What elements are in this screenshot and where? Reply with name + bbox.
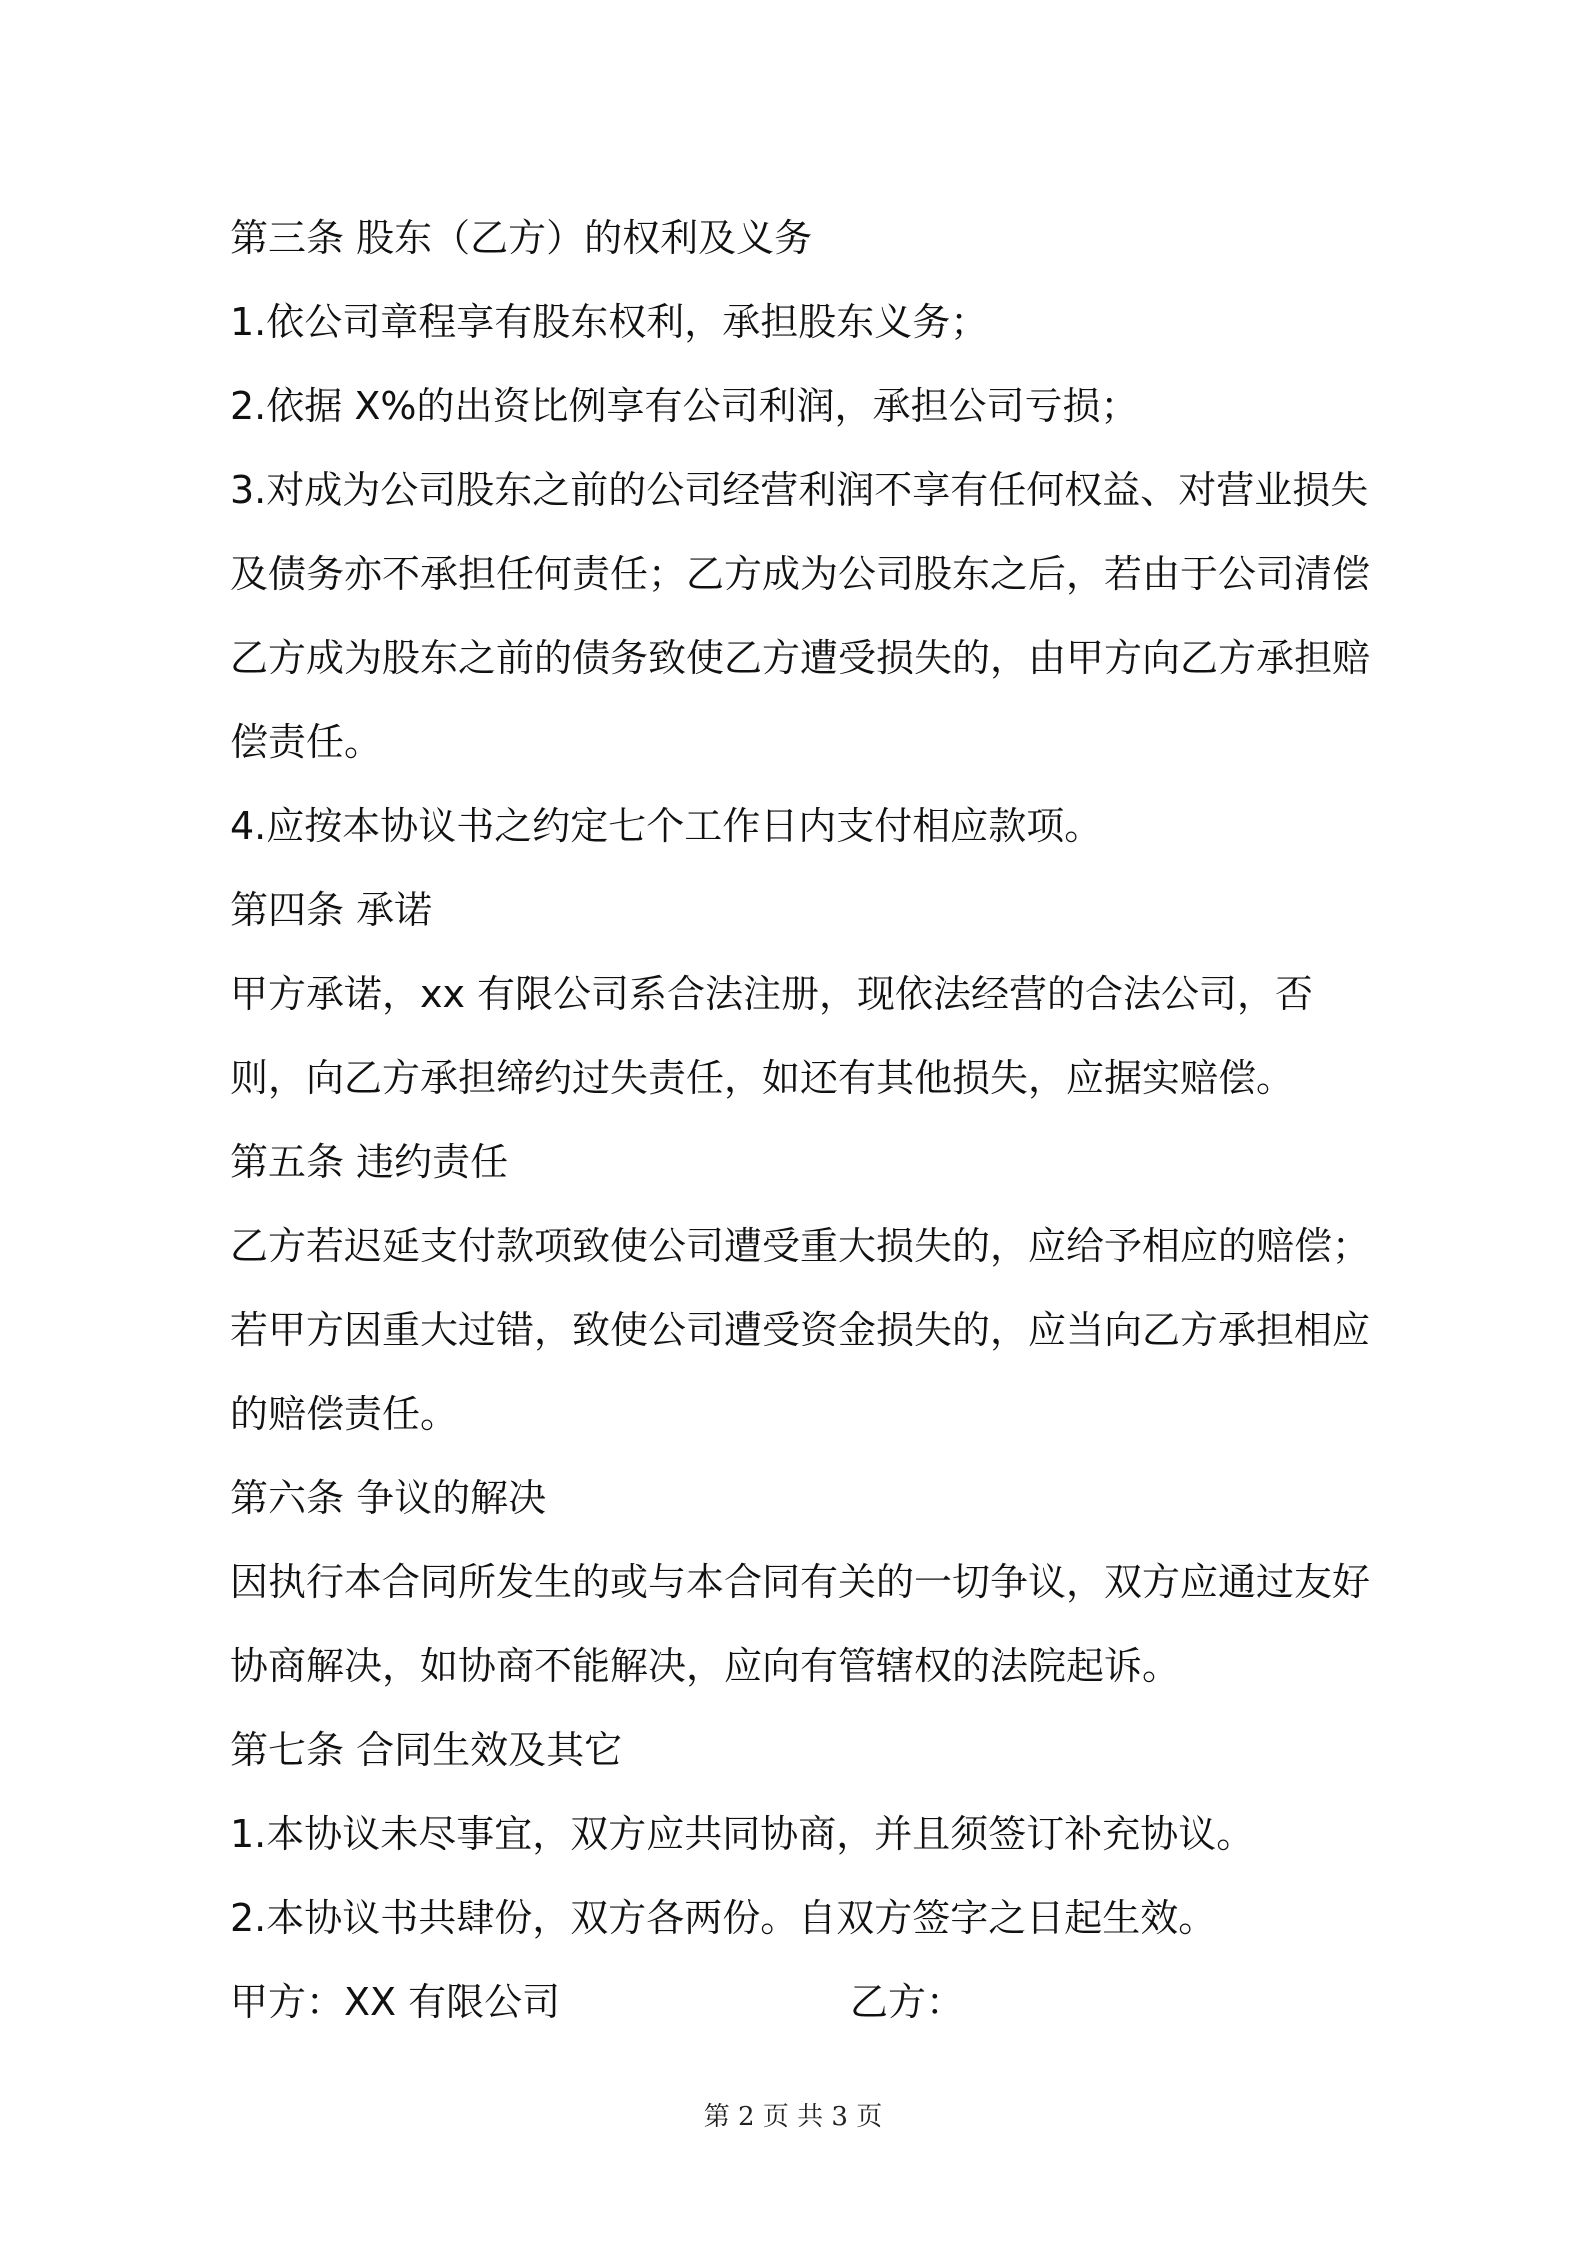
article-3-item-2: 2.依据 X%的出资比例享有公司利润，承担公司亏损； — [230, 384, 1139, 428]
article-3-heading: 第三条 股东（乙方）的权利及义务 — [230, 216, 813, 260]
article-4-text: 甲方承诺，xx 有限公司系合法注册，现依法经营的合法公司，否则，向乙方承担缔约过失责任，如还有其他损失，应据实赔偿。 — [230, 972, 1314, 1100]
article-4-heading: 第四条 承诺 — [230, 888, 433, 932]
article-3-item-1: 1.依公司章程享有股东权利，承担股东义务； — [230, 300, 989, 344]
party-a-signature: 甲方：XX 有限公司 — [230, 1980, 561, 2024]
article-3-item-3: 3.对成为公司股东之前的公司经营利润不享有任何权益、对营业损失及债务亦不承担任何责任；乙方成为公司股东之后，若由于公司清偿乙方成为股东之前的债务致使乙方遭受损失的，由甲方向乙方承担赔偿责任。 — [230, 468, 1371, 764]
signature-line — [230, 1960, 1370, 2044]
document-body — [230, 196, 1370, 2044]
article-5-text: 乙方若迟延支付款项致使公司遭受重大损失的，应给予相应的赔偿；若甲方因重大过错，致使公司遭受资金损失的，应当向乙方承担相应的赔偿责任。 — [230, 1224, 1371, 1436]
article-7-item-1: 1.本协议未尽事宜，双方应共同协商，并且须签订补充协议。 — [230, 1812, 1255, 1856]
article-6-text: 因执行本合同所发生的或与本合同有关的一切争议，双方应通过友好协商解决，如协商不能解决，应向有管辖权的法院起诉。 — [230, 1560, 1371, 1688]
page-number: 第 2 页 共 3 页 — [703, 2102, 883, 2132]
article-7-item-2: 2.本协议书共肆份，双方各两份。自双方签字之日起生效。 — [230, 1896, 1217, 1940]
party-b-signature: 乙方： — [850, 1980, 965, 2024]
article-6-heading: 第六条 争议的解决 — [230, 1476, 547, 1520]
article-3-item-4: 4.应按本协议书之约定七个工作日内支付相应款项。 — [230, 804, 1103, 848]
article-7-heading: 第七条 合同生效及其它 — [230, 1728, 623, 1772]
article-5-heading: 第五条 违约责任 — [230, 1140, 509, 1184]
